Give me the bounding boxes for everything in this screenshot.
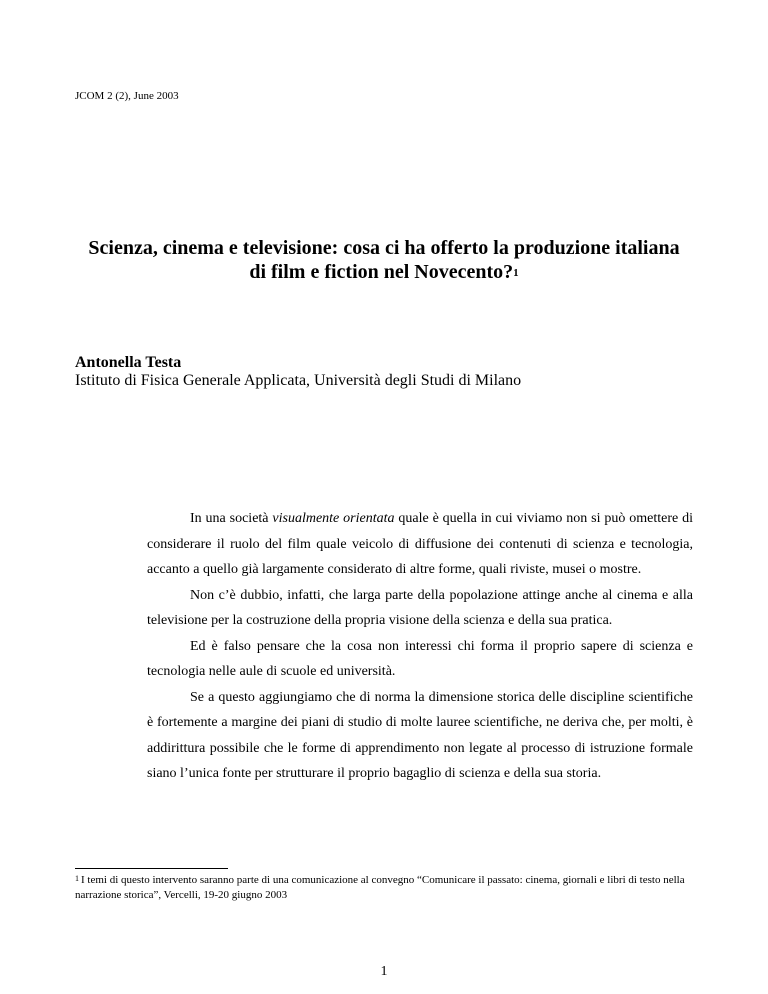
footnote-divider [75,868,228,869]
author-name: Antonella Testa [75,354,182,371]
title-line-2 [40,260,728,284]
title-footnote-mark[interactable]: 1 [513,267,519,279]
footnote-mark: 1 [75,874,79,883]
paragraph-1-end: quale è quella in cui viviamo non si può omettere di considerare il ruolo del film quale veicolo di diffusione dei contenuti di scienza e tecnologia, accanto a quello già largamente considerato di altre forme, quali riviste, musei o mostre. [147,511,693,577]
footnote-text: I temi di questo intervento saranno parte di una comunicazione al convegno “Comunicare il passato: cinema, giornali e libri di testo nella narrazione storica”, Vercelli, 19-20 giugno 2003 [75,874,685,901]
paragraph-4: Se a questo aggiungiamo che di norma la dimensione storica delle discipline scientifiche è fortemente a margine dei piani di studio di molte lauree scientifiche, ne deriva che, per molti, è addirittura possibile che le forme di apprendimento non legate al processo di istruzione formale siano l’unica fonte per strutturare il proprio bagaglio di scienza e della sua storia. [147,689,693,781]
title-line-2-text: di film e fiction nel Novecento? [249,261,514,283]
journal-header: JCOM 2 (2), June 2003 [75,90,179,102]
title-line-1: Scienza, cinema e televisione: cosa ci ha offerto la produzione italiana [88,237,680,259]
paper-title [40,236,728,284]
author-affiliation: Istituto di Fisica Generale Applicata, Università degli Studi di Milano [75,372,522,389]
body-text [147,506,693,787]
paragraph-1 [147,506,693,583]
paragraph-1-start: In una società [190,511,273,526]
paragraph-3: Ed è falso pensare che la cosa non interessi chi forma il proprio sapere di scienza e tecnologia nelle aule di scuole ed università. [147,638,693,679]
page-number: 1 [380,964,388,979]
paragraph-2: Non c’è dubbio, infatti, che larga parte della popolazione attinge anche al cinema e alla televisione per la costruzione della propria visione della scienza e della sua pratica. [147,587,693,628]
footnote [75,873,705,903]
paragraph-1-italic: visualmente orientata [272,511,395,526]
